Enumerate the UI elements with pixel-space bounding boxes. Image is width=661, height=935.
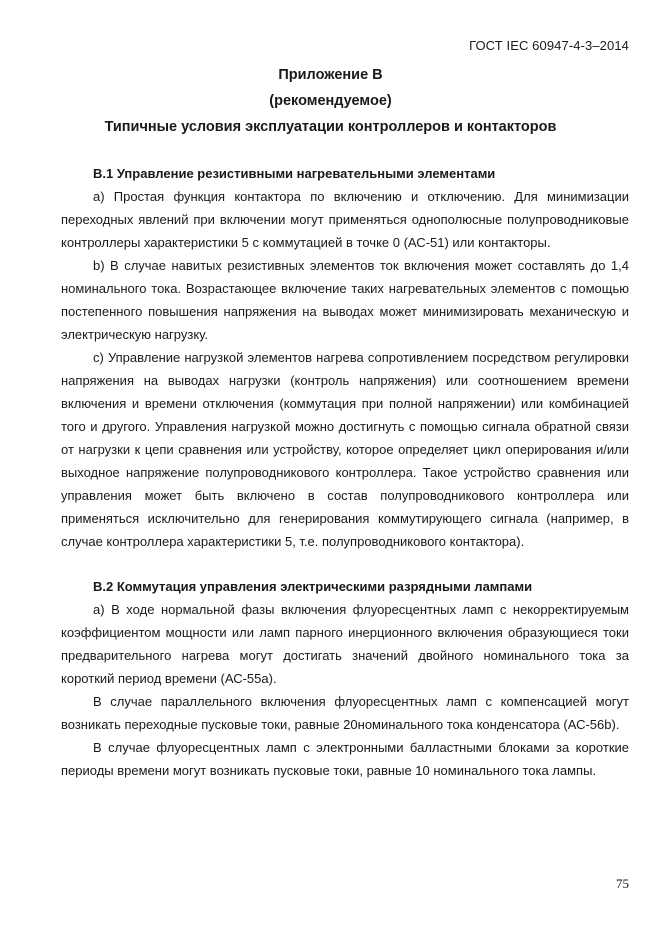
appendix-status: (рекомендуемое) xyxy=(269,93,392,109)
section-spacer xyxy=(61,553,629,575)
page-number: 75 xyxy=(616,876,629,891)
appendix-title: Приложение В xyxy=(278,67,383,83)
section-b2-paragraph-2: В случае параллельного включения флуоресцентных ламп с компенсацией могут возникать переходные пусковые токи, равные 20номинального тока конденсатора (АС-56b). xyxy=(61,694,629,732)
section-b2-paragraph-3: В случае флуоресцентных ламп с электронными балластными блоками за короткие периоды времени могут возникать пусковые токи, равные 10 номинального тока лампы. xyxy=(61,740,629,778)
section-b2-heading: В.2 Коммутация управления электрическими разрядными лампами xyxy=(93,579,533,594)
appendix-title-block xyxy=(0,64,661,142)
section-b2-paragraph-a: а) В ходе нормальной фазы включения флуоресцентных ламп с некорректируемым коэффициентом мощности или ламп парного инерционного включения образующиеся токи предварительного нагрева могут достигать значений двойного номинального тока за короткий период времени (АС-55а). xyxy=(61,602,629,686)
appendix-subtitle: Типичные условия эксплуатации контроллеров и контакторов xyxy=(104,119,557,135)
section-b1-paragraph-b: b) В случае навитых резистивных элементов ток включения может составлять до 1,4 номинального тока. Возрастающее включение таких нагревательных элементов с помощью постепенного повышения напряжения на выводах может минимизировать механическую и электрическую нагрузку. xyxy=(61,258,629,342)
section-b1-paragraph-c: с) Управление нагрузкой элементов нагрева сопротивлением посредством регулировки напряжения на выводах нагрузки (контроль напряжения) или соотношением времени включения и времени отключения (коммутация при полной напряжении) или комбинацией того и другого. Управления нагрузкой можно достигнуть с помощью сигнала обратной связи от нагрузки к цепи сравнения или устройству, которое определяет цикл оперирования и/или выходное напряжение полупроводникового контроллера. Такое устройство сравнения или управления может быть включено в состав полупроводникового контроллера или применяться исключительно для генерирования коммутирующего сигнала (например, в случае контроллера характеристики 5, т.е. полупроводникового контактора). xyxy=(61,350,629,549)
section-b1-paragraph-a: а) Простая функция контактора по включению и отключению. Для минимизации переходных явлений при включении могут применяться однополюсные полупроводниковые контроллеры характеристики 5 с коммутацией в точке 0 (АС-51) или контакторы. xyxy=(61,189,629,250)
document-body xyxy=(61,162,629,782)
standard-header: ГОСТ IEC 60947-4-3–2014 xyxy=(469,38,629,53)
section-b1-heading: В.1 Управление резистивными нагревательными элементами xyxy=(93,166,496,181)
